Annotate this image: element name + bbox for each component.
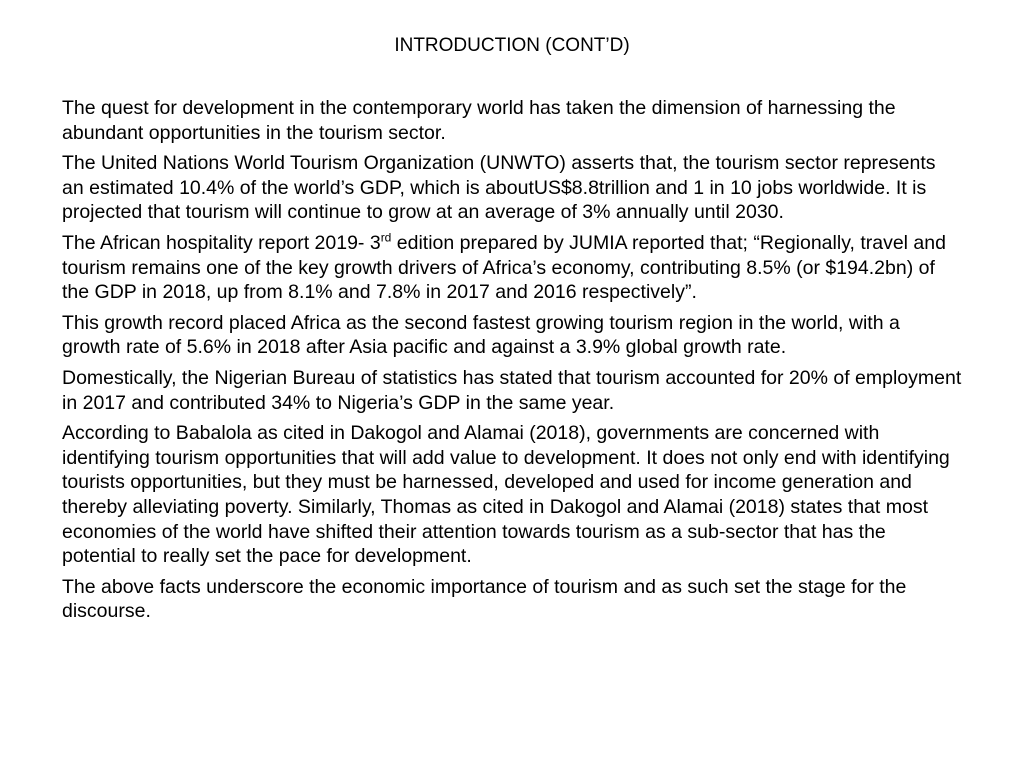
slide-title: INTRODUCTION (CONT’D) [394, 35, 630, 56]
paragraph-babalola-thomas: According to Babalola as cited in Dakogol and Alamai (2018), governments are concerned with identifying tourism opportunities that will add value to development. It does not only end with identifying tourists opportunities, but they must be harnessed, developed and used for income generation and thereby alleviating poverty. Similarly, Thomas as cited in Dakogol and Alamai (2018) states that most economies of the world have shifted their attention towards tourism as a sub-sector that has the potential to really set the pace for development. [62, 422, 950, 568]
paragraph-nigeria-statistics: Domestically, the Nigerian Bureau of statistics has stated that tourism accounted for 20% of employment in 2017 and contributed 34% to Nigeria’s GDP in the same year. [62, 366, 962, 414]
slide-body [62, 96, 962, 630]
paragraph-african-hospitality-report [62, 231, 962, 305]
paragraph-unwto: The United Nations World Tourism Organization (UNWTO) asserts that, the tourism sector represents an estimated 10.4% of the world’s GDP, which is aboutUS$8.8trillion and 1 in 10 jobs worldwide. It is projected that tourism will continue to grow at an average of 3% annually until 2030. [62, 152, 936, 224]
report-text-end: edition prepared by JUMIA reported that; “Regionally, travel and tourism remains one of the key growth drivers of Africa’s economy, contributing 8.5% (or $194.2bn) of the GDP in 2018, up from 8.1% and 7.8% in 2017 and 2016 respectively”. [62, 231, 946, 304]
report-ordinal-suffix: rd [380, 230, 392, 245]
paragraph-conclusion: The above facts underscore the economic importance of tourism and as such set the stage for the discourse. [62, 575, 907, 623]
paragraph-africa-growth: This growth record placed Africa as the second fastest growing tourism region in the world, with a growth rate of 5.6% in 2018 after Asia pacific and against a 3.9% global growth rate. [62, 311, 900, 359]
report-text-start: The African hospitality report 2019- 3 [62, 231, 381, 254]
paragraph-development-quest: The quest for development in the contemporary world has taken the dimension of harnessing the abundant opportunities in the tourism sector. [62, 97, 896, 144]
